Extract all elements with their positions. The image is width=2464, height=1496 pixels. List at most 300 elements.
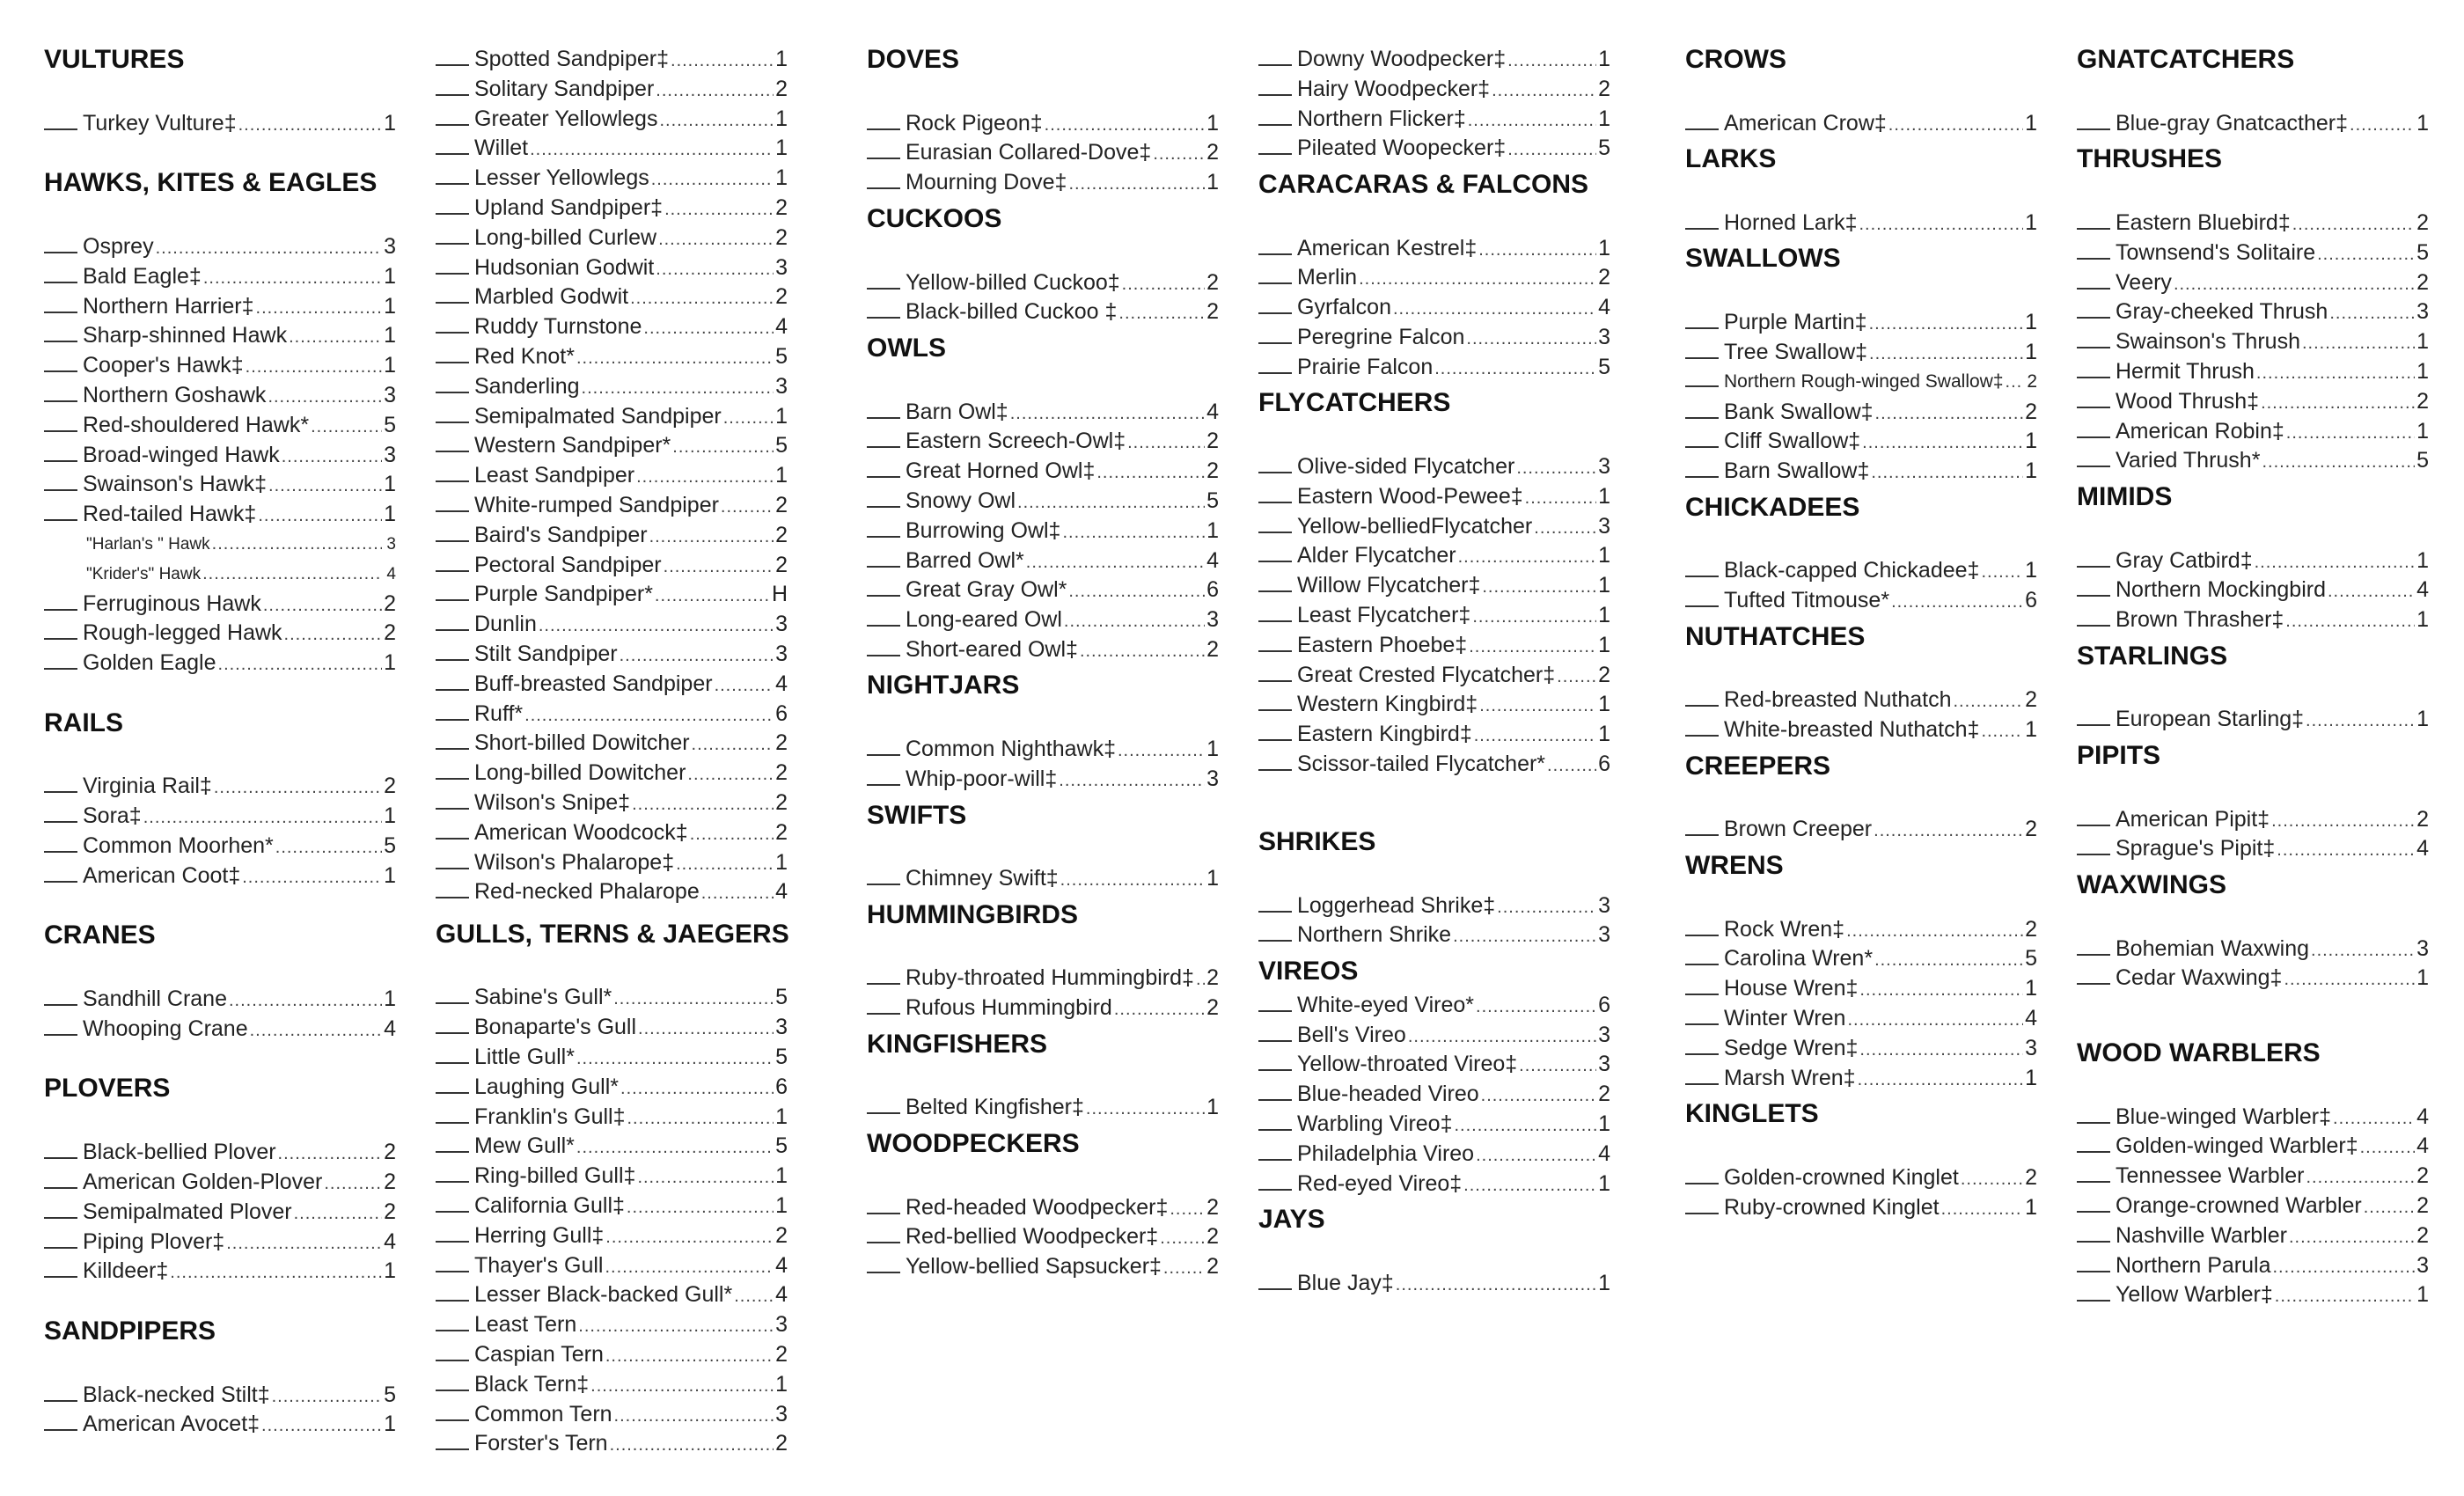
checkbox-blank[interactable] — [2077, 836, 2110, 855]
checkbox-blank[interactable] — [867, 965, 900, 985]
checkbox-blank[interactable] — [436, 671, 469, 691]
species-row-cliff-swallow — [1685, 426, 2037, 456]
checkbox-blank[interactable] — [1258, 1082, 1292, 1101]
checkbox-blank[interactable] — [436, 255, 469, 275]
checkbox-blank[interactable] — [1258, 692, 1292, 711]
dot-leader — [1408, 1022, 1596, 1050]
dot-leader — [636, 462, 774, 490]
abundance-code: 1 — [1206, 866, 1219, 891]
checkbox-blank[interactable] — [44, 803, 77, 823]
dot-leader — [656, 76, 774, 104]
species-row-harlan-s-hawk — [86, 529, 396, 559]
checkbox-blank[interactable] — [1685, 717, 1719, 737]
checkbox-blank[interactable] — [1258, 236, 1292, 255]
checkbox-blank[interactable] — [44, 1229, 77, 1249]
abundance-code: 6 — [1206, 577, 1219, 603]
dot-leader — [1170, 1194, 1205, 1222]
dot-leader — [2360, 1133, 2415, 1161]
species-name: Eastern Bluebird‡ — [2116, 209, 2291, 235]
checkbox-blank[interactable] — [1685, 310, 1719, 329]
checkbox-blank[interactable] — [44, 774, 77, 793]
checkbox-blank[interactable] — [2077, 419, 2110, 438]
checkbox-blank[interactable] — [436, 47, 469, 66]
checkbox-blank[interactable] — [436, 523, 469, 542]
species-row-gray-catbird — [2077, 546, 2429, 576]
species-name: Swainson's Thrush — [2116, 329, 2300, 355]
checkbox-blank[interactable] — [1258, 993, 1292, 1012]
species-row-hairy-woodpecker — [1258, 74, 1610, 104]
abundance-code: 3 — [1598, 1052, 1610, 1077]
checkbox-blank[interactable] — [867, 458, 900, 478]
checkbox-blank[interactable] — [2077, 1193, 2110, 1213]
checkbox-blank[interactable] — [44, 264, 77, 283]
section-heading-thrushes: THRUSHES — [2077, 144, 2223, 174]
checkbox-blank[interactable] — [44, 234, 77, 253]
species-name: Varied Thrush* — [2116, 448, 2261, 473]
checkbox-blank[interactable] — [1685, 210, 1719, 230]
abundance-code: 1 — [2416, 418, 2429, 444]
species-row-loggerhead-shrike — [1258, 891, 1610, 920]
species-row-varied-thrush — [2077, 445, 2429, 475]
checkbox-blank[interactable] — [1258, 1111, 1292, 1131]
checkbox-blank[interactable] — [2077, 270, 2110, 290]
checkbox-blank[interactable] — [44, 502, 77, 521]
species-row-common-moorhen — [44, 831, 396, 861]
species-name: Loggerhead Shrike‡ — [1297, 892, 1496, 918]
species-name: Wood Thrush‡ — [2116, 388, 2260, 414]
species-name: Black-necked Stilt‡ — [83, 1382, 270, 1407]
species-name: Northern Parula — [2116, 1252, 2271, 1278]
checkbox-blank[interactable] — [2077, 299, 2110, 319]
checkbox-blank[interactable] — [436, 284, 469, 304]
checkbox-blank[interactable] — [436, 790, 469, 810]
dot-leader — [1476, 1140, 1596, 1169]
checkbox-blank[interactable] — [867, 995, 900, 1015]
checkbox-blank[interactable] — [2077, 707, 2110, 726]
dot-leader — [1045, 110, 1205, 138]
checkbox-blank[interactable] — [436, 701, 469, 721]
checkbox-blank[interactable] — [2077, 607, 2110, 627]
checkbox-blank[interactable] — [2077, 448, 2110, 467]
checkbox-blank[interactable] — [1258, 265, 1292, 284]
checkbox-blank[interactable] — [1685, 946, 1719, 965]
checkbox-blank[interactable] — [867, 737, 900, 756]
checkbox-blank[interactable] — [436, 1045, 469, 1064]
dot-leader — [2302, 328, 2415, 356]
dot-leader — [643, 313, 774, 341]
species-name: Turkey Vulture‡ — [83, 110, 237, 136]
species-name: American Woodcock‡ — [474, 819, 688, 845]
checkbox-blank[interactable] — [1258, 1023, 1292, 1042]
checkbox-blank[interactable] — [436, 820, 469, 840]
checkbox-blank[interactable] — [1685, 917, 1719, 936]
checkbox-blank[interactable] — [1258, 355, 1292, 374]
checkbox-blank[interactable] — [867, 577, 900, 597]
checkbox-blank[interactable] — [867, 429, 900, 448]
checkbox-blank[interactable] — [2077, 1163, 2110, 1183]
checkbox-blank[interactable] — [1685, 1195, 1719, 1214]
checkbox-blank[interactable] — [1258, 573, 1292, 592]
checkbox-blank[interactable] — [1685, 429, 1719, 448]
species-name: Common Nighthawk‡ — [906, 737, 1116, 762]
checkbox-blank[interactable] — [436, 1163, 469, 1183]
checkbox-blank[interactable] — [1258, 752, 1292, 771]
species-name: Tufted Titmouse* — [1724, 588, 1890, 613]
checkbox-blank[interactable] — [44, 111, 77, 130]
dot-leader — [632, 789, 774, 818]
species-row-golden-eagle — [44, 648, 396, 678]
abundance-code: 3 — [2416, 299, 2429, 325]
species-row-solitary-sandpiper — [436, 74, 788, 104]
checkbox-blank[interactable] — [436, 1193, 469, 1213]
abundance-code: 2 — [775, 76, 788, 101]
species-row-philadelphia-vireo — [1258, 1139, 1610, 1169]
species-name: Common Tern — [474, 1401, 612, 1426]
checkbox-blank[interactable] — [44, 620, 77, 640]
checkbox-blank[interactable] — [44, 472, 77, 491]
abundance-code: 2 — [1598, 662, 1610, 687]
dot-leader — [2329, 298, 2415, 326]
checkbox-blank[interactable] — [436, 582, 469, 601]
checkbox-blank[interactable] — [1258, 136, 1292, 155]
checkbox-blank[interactable] — [1685, 588, 1719, 607]
species-name: Red-headed Woodpecker‡ — [906, 1194, 1169, 1220]
abundance-code: 1 — [2025, 717, 2037, 743]
species-row-white-rumped-sandpiper — [436, 490, 788, 520]
checkbox-blank[interactable] — [1685, 368, 1719, 387]
dot-leader — [268, 382, 382, 410]
checkbox-blank[interactable] — [2077, 240, 2110, 260]
species-name: Spotted Sandpiper‡ — [474, 47, 670, 71]
checkbox-blank[interactable] — [436, 493, 469, 512]
checkbox-blank[interactable] — [2077, 936, 2110, 956]
species-row-forster-s-tern — [436, 1428, 788, 1458]
checkbox-blank[interactable] — [44, 294, 77, 313]
checkbox-blank[interactable] — [1258, 893, 1292, 913]
checkbox-blank[interactable] — [1258, 633, 1292, 652]
species-name: Whooping Crane — [83, 1016, 248, 1041]
checkbox-blank[interactable] — [44, 591, 77, 611]
species-row-lesser-black-backed-gull — [436, 1280, 788, 1309]
checkbox-blank[interactable] — [1685, 458, 1719, 478]
checkbox-blank[interactable] — [1685, 1006, 1719, 1025]
checkbox-blank[interactable] — [44, 650, 77, 670]
checkbox-blank[interactable] — [1685, 817, 1719, 836]
checkbox-blank[interactable] — [44, 443, 77, 462]
dot-leader — [620, 641, 774, 669]
checkbox-blank[interactable] — [2077, 389, 2110, 408]
species-name: Least Tern — [474, 1312, 577, 1338]
dot-leader — [1507, 46, 1596, 74]
checkbox-blank[interactable] — [2077, 1253, 2110, 1272]
checkbox-blank[interactable] — [436, 612, 469, 631]
checkbox-blank[interactable] — [436, 1282, 469, 1302]
abundance-code: 2 — [2025, 1164, 2037, 1190]
species-name: Black-billed Cuckoo ‡ — [906, 299, 1118, 325]
abundance-code: 1 — [1206, 737, 1219, 762]
checkbox-blank[interactable] — [44, 1016, 77, 1036]
species-row-swainson-s-hawk — [44, 469, 396, 499]
abundance-code: 2 — [2416, 1222, 2429, 1248]
species-name: Least Sandpiper — [474, 463, 635, 488]
checkbox-blank[interactable] — [44, 986, 77, 1006]
checkbox-blank[interactable] — [436, 1015, 469, 1034]
checkbox-blank[interactable] — [2077, 329, 2110, 348]
checkbox-blank[interactable] — [436, 1253, 469, 1272]
dot-leader — [1478, 235, 1596, 263]
checkbox-blank[interactable] — [436, 642, 469, 661]
checkbox-blank[interactable] — [867, 1195, 900, 1214]
checkbox-blank[interactable] — [436, 433, 469, 452]
species-row-upland-sandpiper — [436, 193, 788, 223]
species-row-short-billed-dowitcher — [436, 728, 788, 758]
species-row-golden-crowned-kinglet — [1685, 1162, 2037, 1192]
checkbox-blank[interactable] — [867, 637, 900, 656]
abundance-code: 1 — [1598, 47, 1610, 71]
checkbox-blank[interactable] — [867, 1254, 900, 1273]
dot-leader — [590, 1371, 774, 1399]
species-name: Ferruginous Hawk — [83, 590, 261, 616]
checkbox-blank[interactable] — [1685, 111, 1719, 130]
dot-leader — [1060, 865, 1205, 893]
dot-leader — [261, 1411, 382, 1439]
checkbox-blank[interactable] — [1258, 77, 1292, 96]
species-row-orange-crowned-warbler — [2077, 1191, 2429, 1221]
abundance-code: 1 — [1598, 483, 1610, 509]
species-name: Gyrfalcon — [1297, 295, 1391, 320]
checkbox-blank[interactable] — [1258, 1141, 1292, 1161]
section-heading-chickadees: CHICKADEES — [1685, 492, 1860, 522]
species-row-wilson-s-snipe — [436, 788, 788, 818]
checkbox-blank[interactable] — [867, 270, 900, 290]
checkbox-blank[interactable] — [1258, 1171, 1292, 1191]
checkbox-blank[interactable] — [44, 1258, 77, 1278]
species-row-lesser-yellowlegs — [436, 163, 788, 193]
checkbox-blank[interactable] — [2077, 1133, 2110, 1153]
abundance-code: 6 — [2025, 588, 2037, 613]
checkbox-blank[interactable] — [1258, 484, 1292, 503]
checkbox-blank[interactable] — [436, 850, 469, 869]
species-name: Prairie Falcon — [1297, 354, 1434, 379]
checkbox-blank[interactable] — [1258, 47, 1292, 66]
species-name: Philadelphia Vireo — [1297, 1140, 1475, 1166]
checkbox-blank[interactable] — [867, 111, 900, 130]
checkbox-blank[interactable] — [2077, 548, 2110, 568]
dot-leader — [614, 1401, 774, 1429]
checkbox-blank[interactable] — [44, 863, 77, 883]
checkbox-blank[interactable] — [1685, 687, 1719, 707]
checkbox-blank[interactable] — [436, 344, 469, 363]
checkbox-blank[interactable] — [1258, 106, 1292, 126]
checkbox-blank[interactable] — [1685, 1165, 1719, 1184]
species-row-stilt-sandpiper — [436, 639, 788, 669]
abundance-code: 4 — [775, 1252, 788, 1278]
checkbox-blank[interactable] — [436, 1312, 469, 1331]
species-name: Ruddy Turnstone — [474, 314, 642, 340]
checkbox-blank[interactable] — [436, 374, 469, 393]
species-row-bell-s-vireo — [1258, 1020, 1610, 1050]
abundance-code: 4 — [1206, 547, 1219, 573]
checkbox-blank[interactable] — [2077, 359, 2110, 378]
checkbox-blank[interactable] — [2077, 1104, 2110, 1124]
checkbox-blank[interactable] — [867, 1224, 900, 1243]
checkbox-blank[interactable] — [436, 404, 469, 423]
checkbox-blank[interactable] — [867, 866, 900, 885]
checkbox-blank[interactable] — [1258, 543, 1292, 562]
checkbox-blank[interactable] — [436, 1133, 469, 1153]
checkbox-blank[interactable] — [2077, 1223, 2110, 1243]
species-row-mew-gull — [436, 1131, 788, 1161]
checkbox-blank[interactable] — [44, 1412, 77, 1431]
checkbox-blank[interactable] — [867, 766, 900, 786]
checkbox-blank[interactable] — [1685, 1036, 1719, 1055]
checkbox-blank[interactable] — [867, 607, 900, 627]
checkbox-blank[interactable] — [867, 400, 900, 419]
checkbox-blank[interactable] — [867, 488, 900, 508]
dot-leader — [212, 529, 382, 559]
abundance-code: 1 — [2416, 110, 2429, 136]
abundance-code: 1 — [1598, 573, 1610, 598]
checkbox-blank[interactable] — [436, 314, 469, 334]
dot-leader — [1482, 572, 1596, 600]
dot-leader — [156, 233, 382, 261]
species-row-common-nighthawk — [867, 734, 1219, 764]
checkbox-blank[interactable] — [867, 170, 900, 189]
species-row-ring-billed-gull — [436, 1161, 788, 1191]
abundance-code: 6 — [1598, 992, 1610, 1017]
species-name: Great Gray Owl* — [906, 577, 1067, 603]
checkbox-blank[interactable] — [436, 225, 469, 245]
species-row-whooping-crane — [44, 1014, 396, 1044]
species-name: Bonaparte's Gull — [474, 1015, 637, 1040]
checkbox-blank[interactable] — [44, 1170, 77, 1189]
checkbox-blank[interactable] — [1258, 1052, 1292, 1071]
dot-leader — [1859, 209, 2023, 238]
checkbox-blank[interactable] — [867, 299, 900, 319]
checkbox-blank[interactable] — [2077, 111, 2110, 130]
species-name: House Wren‡ — [1724, 976, 1859, 1001]
species-row-swainson-s-thrush — [2077, 326, 2429, 356]
species-row-american-avocet — [44, 1409, 396, 1439]
checkbox-blank[interactable] — [1685, 1066, 1719, 1085]
species-name: Dunlin — [474, 612, 537, 637]
species-name: Snowy Owl — [906, 488, 1016, 513]
checkbox-blank[interactable] — [44, 413, 77, 432]
checkbox-blank[interactable] — [44, 833, 77, 853]
species-row-chimney-swift — [867, 863, 1219, 893]
section-heading-mimids: MIMIDS — [2077, 481, 2173, 511]
checkbox-blank[interactable] — [436, 1104, 469, 1124]
dot-leader — [1859, 1035, 2023, 1063]
checkbox-blank[interactable] — [436, 463, 469, 482]
checkbox-blank[interactable] — [1685, 340, 1719, 359]
species-row-red-breasted-nuthatch — [1685, 685, 2037, 715]
checkbox-blank[interactable] — [44, 1140, 77, 1159]
abundance-code: 1 — [775, 1192, 788, 1218]
checkbox-blank[interactable] — [867, 1095, 900, 1114]
checkbox-blank[interactable] — [436, 760, 469, 780]
checkbox-blank[interactable] — [1258, 295, 1292, 314]
checkbox-blank[interactable] — [867, 518, 900, 538]
checkbox-blank[interactable] — [2077, 210, 2110, 230]
checkbox-blank[interactable] — [436, 165, 469, 185]
checkbox-blank[interactable] — [44, 1382, 77, 1402]
species-row-piping-plover — [44, 1227, 396, 1257]
species-name: Western Kingbird‡ — [1297, 692, 1478, 717]
checkbox-blank[interactable] — [1685, 558, 1719, 577]
abundance-code: 2 — [775, 493, 788, 517]
checkbox-blank[interactable] — [2077, 965, 2110, 985]
abundance-code: 2 — [2025, 916, 2037, 942]
species-name: Northern Harrier‡ — [83, 293, 254, 319]
dot-leader — [1114, 994, 1205, 1023]
checkbox-blank[interactable] — [436, 1402, 469, 1421]
checkbox-blank[interactable] — [44, 1199, 77, 1219]
checkbox-blank[interactable] — [44, 353, 77, 372]
checkbox-blank[interactable] — [1258, 325, 1292, 344]
checkbox-blank[interactable] — [436, 1223, 469, 1243]
checkbox-blank[interactable] — [1258, 922, 1292, 942]
species-row-hermit-thrush — [2077, 356, 2429, 386]
abundance-code: 1 — [2416, 1282, 2429, 1308]
dot-leader — [656, 254, 774, 282]
checkbox-blank[interactable] — [2077, 1282, 2110, 1302]
dot-leader — [578, 1311, 774, 1339]
checkbox-blank[interactable] — [436, 1342, 469, 1361]
checkbox-blank[interactable] — [1258, 1271, 1292, 1290]
checkbox-blank[interactable] — [436, 879, 469, 898]
checkbox-blank[interactable] — [44, 383, 77, 402]
species-name: American Kestrel‡ — [1297, 235, 1478, 260]
checkbox-blank[interactable] — [1258, 603, 1292, 622]
abundance-code: 2 — [2025, 399, 2037, 424]
checkbox-blank[interactable] — [1685, 400, 1719, 419]
dot-leader — [256, 293, 382, 321]
checkbox-blank[interactable] — [867, 548, 900, 568]
abundance-code: 5 — [775, 433, 788, 458]
abundance-code: 4 — [775, 879, 788, 905]
checkbox-blank[interactable] — [1258, 454, 1292, 473]
checkbox-blank[interactable] — [436, 1372, 469, 1391]
section-heading-kingfishers: KINGFISHERS — [867, 1029, 1048, 1059]
checkbox-blank[interactable] — [436, 1074, 469, 1094]
checkbox-blank[interactable] — [436, 136, 469, 155]
checkbox-blank[interactable] — [436, 77, 469, 96]
section-heading-wood-warblers: WOOD WARBLERS — [2077, 1038, 2321, 1067]
species-name: Barn Owl‡ — [906, 399, 1008, 424]
species-name: Sora‡ — [83, 803, 142, 829]
checkbox-blank[interactable] — [436, 1431, 469, 1450]
checkbox-blank[interactable] — [1258, 514, 1292, 533]
checkbox-blank[interactable] — [436, 195, 469, 215]
section-heading-doves: DOVES — [867, 45, 960, 74]
checkbox-blank[interactable] — [436, 553, 469, 572]
species-name: Lesser Black-backed Gull* — [474, 1282, 733, 1308]
checkbox-blank[interactable] — [1685, 976, 1719, 995]
checkbox-blank[interactable] — [2077, 807, 2110, 826]
checkbox-blank[interactable] — [867, 140, 900, 159]
checkbox-blank[interactable] — [2077, 577, 2110, 597]
checkbox-blank[interactable] — [436, 730, 469, 750]
checkbox-blank[interactable] — [1258, 722, 1292, 741]
checkbox-blank[interactable] — [436, 106, 469, 126]
dot-leader — [1026, 547, 1205, 576]
checkbox-blank[interactable] — [436, 985, 469, 1004]
species-row-long-eared-owl — [867, 605, 1219, 634]
checkbox-blank[interactable] — [44, 323, 77, 342]
abundance-code: 1 — [2025, 429, 2037, 454]
checkbox-blank[interactable] — [1258, 663, 1292, 682]
